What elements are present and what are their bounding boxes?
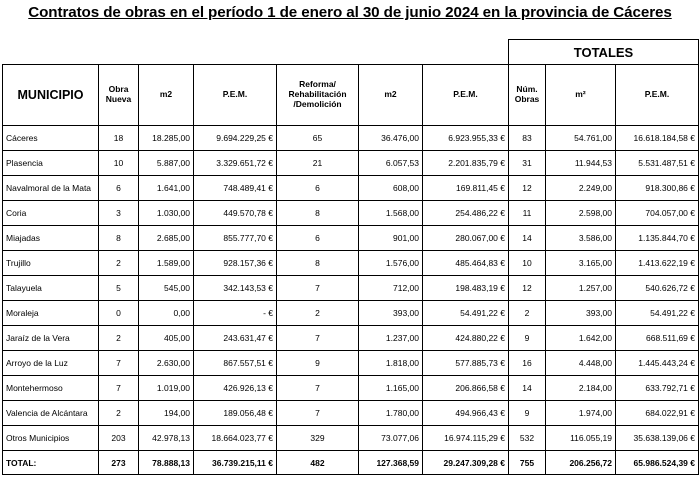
cell-obra-nueva: 18 bbox=[99, 126, 139, 151]
cell-num-obras: 16 bbox=[509, 351, 546, 376]
cell-reforma: 2 bbox=[277, 301, 359, 326]
total-row bbox=[3, 451, 699, 475]
cell-municipio: Cáceres bbox=[3, 126, 99, 151]
column-header-row bbox=[3, 65, 699, 126]
cell-municipio: Valencia de Alcántara bbox=[3, 401, 99, 426]
cell-pem-reforma: 16.974.115,29 € bbox=[423, 426, 509, 451]
table-row bbox=[3, 176, 699, 201]
cell-m2-obra-nueva: 0,00 bbox=[139, 301, 194, 326]
cell-pem-reforma: 2.201.835,79 € bbox=[423, 151, 509, 176]
cell-m2-reforma: 1.576,00 bbox=[359, 251, 423, 276]
cell-obra-nueva: 2 bbox=[99, 326, 139, 351]
table-row bbox=[3, 226, 699, 251]
table-row bbox=[3, 426, 699, 451]
cell-pem-obra-nueva: 426.926,13 € bbox=[194, 376, 277, 401]
cell-pem-reforma: 54.491,22 € bbox=[423, 301, 509, 326]
cell-pem-reforma: 280.067,00 € bbox=[423, 226, 509, 251]
cell-num-obras: 14 bbox=[509, 376, 546, 401]
cell-pem-total: 684.022,91 € bbox=[616, 401, 699, 426]
cell-num-obras: 11 bbox=[509, 201, 546, 226]
cell-reforma: 21 bbox=[277, 151, 359, 176]
totales-header: TOTALES bbox=[509, 40, 699, 65]
cell-pem-total: 16.618.184,58 € bbox=[616, 126, 699, 151]
cell-pem-total: 65.986.524,39 € bbox=[616, 451, 699, 475]
cell-m2-total: 1.642,00 bbox=[546, 326, 616, 351]
cell-obra-nueva: 7 bbox=[99, 376, 139, 401]
cell-m2-total: 206.256,72 bbox=[546, 451, 616, 475]
contracts-table-wrapper bbox=[2, 39, 699, 475]
cell-pem-obra-nueva: 449.570,78 € bbox=[194, 201, 277, 226]
cell-pem-obra-nueva: 748.489,41 € bbox=[194, 176, 277, 201]
cell-pem-reforma: 254.486,22 € bbox=[423, 201, 509, 226]
cell-municipio: TOTAL: bbox=[3, 451, 99, 475]
cell-obra-nueva: 6 bbox=[99, 176, 139, 201]
cell-pem-reforma: 424.880,22 € bbox=[423, 326, 509, 351]
cell-m2-total: 2.249,00 bbox=[546, 176, 616, 201]
cell-m2-total: 3.586,00 bbox=[546, 226, 616, 251]
cell-pem-total: 1.445.443,24 € bbox=[616, 351, 699, 376]
cell-pem-total: 54.491,22 € bbox=[616, 301, 699, 326]
cell-pem-total: 540.626,72 € bbox=[616, 276, 699, 301]
cell-m2-total: 2.598,00 bbox=[546, 201, 616, 226]
cell-m2-total: 393,00 bbox=[546, 301, 616, 326]
cell-pem-reforma: 29.247.309,28 € bbox=[423, 451, 509, 475]
cell-m2-total: 4.448,00 bbox=[546, 351, 616, 376]
cell-m2-total: 11.944,53 bbox=[546, 151, 616, 176]
cell-pem-obra-nueva: 189.056,48 € bbox=[194, 401, 277, 426]
cell-m2-obra-nueva: 5.887,00 bbox=[139, 151, 194, 176]
cell-num-obras: 12 bbox=[509, 276, 546, 301]
cell-pem-reforma: 494.966,43 € bbox=[423, 401, 509, 426]
header-pem-reforma: P.E.M. bbox=[423, 65, 509, 126]
cell-pem-obra-nueva: 18.664.023,77 € bbox=[194, 426, 277, 451]
header-m2-total: m² bbox=[546, 65, 616, 126]
cell-num-obras: 9 bbox=[509, 401, 546, 426]
group-header-spacer bbox=[3, 40, 509, 65]
cell-pem-reforma: 198.483,19 € bbox=[423, 276, 509, 301]
cell-pem-total: 918.300,86 € bbox=[616, 176, 699, 201]
cell-m2-total: 2.184,00 bbox=[546, 376, 616, 401]
page-title: Contratos de obras en el período 1 de enero al 30 de junio 2024 en la provincia de Cáceres bbox=[28, 4, 672, 21]
table-row bbox=[3, 351, 699, 376]
table-row bbox=[3, 301, 699, 326]
cell-municipio: Navalmoral de la Mata bbox=[3, 176, 99, 201]
table-row bbox=[3, 251, 699, 276]
contracts-table bbox=[2, 39, 699, 475]
cell-m2-obra-nueva: 194,00 bbox=[139, 401, 194, 426]
cell-m2-obra-nueva: 1.641,00 bbox=[139, 176, 194, 201]
header-obra-nueva: Obra Nueva bbox=[99, 65, 139, 126]
cell-m2-reforma: 1.237,00 bbox=[359, 326, 423, 351]
cell-m2-obra-nueva: 2.630,00 bbox=[139, 351, 194, 376]
table-row bbox=[3, 276, 699, 301]
cell-municipio: Jaraíz de la Vera bbox=[3, 326, 99, 351]
cell-m2-reforma: 36.476,00 bbox=[359, 126, 423, 151]
header-num-obras: Núm. Obras bbox=[509, 65, 546, 126]
header-municipio: MUNICIPIO bbox=[3, 65, 99, 126]
cell-pem-total: 35.638.139,06 € bbox=[616, 426, 699, 451]
cell-obra-nueva: 3 bbox=[99, 201, 139, 226]
cell-pem-obra-nueva: 855.777,70 € bbox=[194, 226, 277, 251]
cell-num-obras: 2 bbox=[509, 301, 546, 326]
cell-m2-obra-nueva: 545,00 bbox=[139, 276, 194, 301]
cell-obra-nueva: 2 bbox=[99, 251, 139, 276]
cell-pem-total: 1.135.844,70 € bbox=[616, 226, 699, 251]
cell-pem-obra-nueva: 243.631,47 € bbox=[194, 326, 277, 351]
cell-pem-reforma: 206.866,58 € bbox=[423, 376, 509, 401]
cell-municipio: Montehermoso bbox=[3, 376, 99, 401]
cell-m2-total: 116.055,19 bbox=[546, 426, 616, 451]
table-row bbox=[3, 401, 699, 426]
cell-reforma: 7 bbox=[277, 276, 359, 301]
cell-municipio: Arroyo de la Luz bbox=[3, 351, 99, 376]
cell-m2-total: 1.974,00 bbox=[546, 401, 616, 426]
cell-reforma: 7 bbox=[277, 401, 359, 426]
header-pem-obra-nueva: P.E.M. bbox=[194, 65, 277, 126]
cell-m2-obra-nueva: 42.978,13 bbox=[139, 426, 194, 451]
cell-municipio: Otros Municipios bbox=[3, 426, 99, 451]
cell-m2-total: 54.761,00 bbox=[546, 126, 616, 151]
cell-pem-reforma: 485.464,83 € bbox=[423, 251, 509, 276]
cell-m2-reforma: 1.780,00 bbox=[359, 401, 423, 426]
cell-pem-total: 704.057,00 € bbox=[616, 201, 699, 226]
cell-m2-reforma: 73.077,06 bbox=[359, 426, 423, 451]
cell-m2-obra-nueva: 18.285,00 bbox=[139, 126, 194, 151]
cell-reforma: 65 bbox=[277, 126, 359, 151]
cell-m2-reforma: 127.368,59 bbox=[359, 451, 423, 475]
cell-num-obras: 12 bbox=[509, 176, 546, 201]
table-row bbox=[3, 326, 699, 351]
cell-m2-reforma: 393,00 bbox=[359, 301, 423, 326]
cell-m2-reforma: 1.165,00 bbox=[359, 376, 423, 401]
header-reforma: Reforma/ Rehabilitación /Demolición bbox=[277, 65, 359, 126]
cell-municipio: Coria bbox=[3, 201, 99, 226]
cell-obra-nueva: 5 bbox=[99, 276, 139, 301]
cell-m2-reforma: 6.057,53 bbox=[359, 151, 423, 176]
cell-pem-obra-nueva: 36.739.215,11 € bbox=[194, 451, 277, 475]
cell-obra-nueva: 273 bbox=[99, 451, 139, 475]
table-row bbox=[3, 376, 699, 401]
cell-num-obras: 532 bbox=[509, 426, 546, 451]
cell-pem-obra-nueva: - € bbox=[194, 301, 277, 326]
cell-pem-obra-nueva: 3.329.651,72 € bbox=[194, 151, 277, 176]
header-m2-obra-nueva: m2 bbox=[139, 65, 194, 126]
header-pem-total: P.E.M. bbox=[616, 65, 699, 126]
cell-pem-obra-nueva: 342.143,53 € bbox=[194, 276, 277, 301]
cell-municipio: Plasencia bbox=[3, 151, 99, 176]
cell-reforma: 6 bbox=[277, 226, 359, 251]
cell-m2-obra-nueva: 78.888,13 bbox=[139, 451, 194, 475]
cell-num-obras: 31 bbox=[509, 151, 546, 176]
cell-num-obras: 10 bbox=[509, 251, 546, 276]
cell-m2-total: 1.257,00 bbox=[546, 276, 616, 301]
cell-m2-reforma: 1.818,00 bbox=[359, 351, 423, 376]
table-row bbox=[3, 151, 699, 176]
cell-num-obras: 9 bbox=[509, 326, 546, 351]
cell-reforma: 6 bbox=[277, 176, 359, 201]
cell-pem-reforma: 577.885,73 € bbox=[423, 351, 509, 376]
cell-municipio: Trujillo bbox=[3, 251, 99, 276]
cell-reforma: 7 bbox=[277, 326, 359, 351]
cell-pem-reforma: 6.923.955,33 € bbox=[423, 126, 509, 151]
cell-m2-obra-nueva: 1.030,00 bbox=[139, 201, 194, 226]
cell-pem-total: 668.511,69 € bbox=[616, 326, 699, 351]
cell-pem-total: 1.413.622,19 € bbox=[616, 251, 699, 276]
cell-m2-obra-nueva: 405,00 bbox=[139, 326, 194, 351]
cell-m2-obra-nueva: 2.685,00 bbox=[139, 226, 194, 251]
group-header-row bbox=[3, 40, 699, 65]
cell-pem-obra-nueva: 867.557,51 € bbox=[194, 351, 277, 376]
cell-m2-reforma: 712,00 bbox=[359, 276, 423, 301]
cell-municipio: Moraleja bbox=[3, 301, 99, 326]
cell-m2-reforma: 901,00 bbox=[359, 226, 423, 251]
cell-obra-nueva: 203 bbox=[99, 426, 139, 451]
cell-m2-reforma: 608,00 bbox=[359, 176, 423, 201]
cell-municipio: Miajadas bbox=[3, 226, 99, 251]
table-row bbox=[3, 201, 699, 226]
cell-m2-obra-nueva: 1.019,00 bbox=[139, 376, 194, 401]
cell-num-obras: 755 bbox=[509, 451, 546, 475]
cell-municipio: Talayuela bbox=[3, 276, 99, 301]
cell-reforma: 8 bbox=[277, 201, 359, 226]
cell-obra-nueva: 2 bbox=[99, 401, 139, 426]
cell-obra-nueva: 10 bbox=[99, 151, 139, 176]
cell-obra-nueva: 7 bbox=[99, 351, 139, 376]
cell-pem-obra-nueva: 9.694.229,25 € bbox=[194, 126, 277, 151]
cell-reforma: 8 bbox=[277, 251, 359, 276]
cell-m2-obra-nueva: 1.589,00 bbox=[139, 251, 194, 276]
cell-reforma: 482 bbox=[277, 451, 359, 475]
cell-num-obras: 14 bbox=[509, 226, 546, 251]
cell-num-obras: 83 bbox=[509, 126, 546, 151]
cell-pem-total: 633.792,71 € bbox=[616, 376, 699, 401]
cell-m2-reforma: 1.568,00 bbox=[359, 201, 423, 226]
cell-reforma: 9 bbox=[277, 351, 359, 376]
cell-obra-nueva: 8 bbox=[99, 226, 139, 251]
table-row bbox=[3, 126, 699, 151]
cell-pem-total: 5.531.487,51 € bbox=[616, 151, 699, 176]
header-m2-reforma: m2 bbox=[359, 65, 423, 126]
cell-obra-nueva: 0 bbox=[99, 301, 139, 326]
cell-pem-reforma: 169.811,45 € bbox=[423, 176, 509, 201]
cell-reforma: 329 bbox=[277, 426, 359, 451]
cell-reforma: 7 bbox=[277, 376, 359, 401]
cell-pem-obra-nueva: 928.157,36 € bbox=[194, 251, 277, 276]
cell-m2-total: 3.165,00 bbox=[546, 251, 616, 276]
